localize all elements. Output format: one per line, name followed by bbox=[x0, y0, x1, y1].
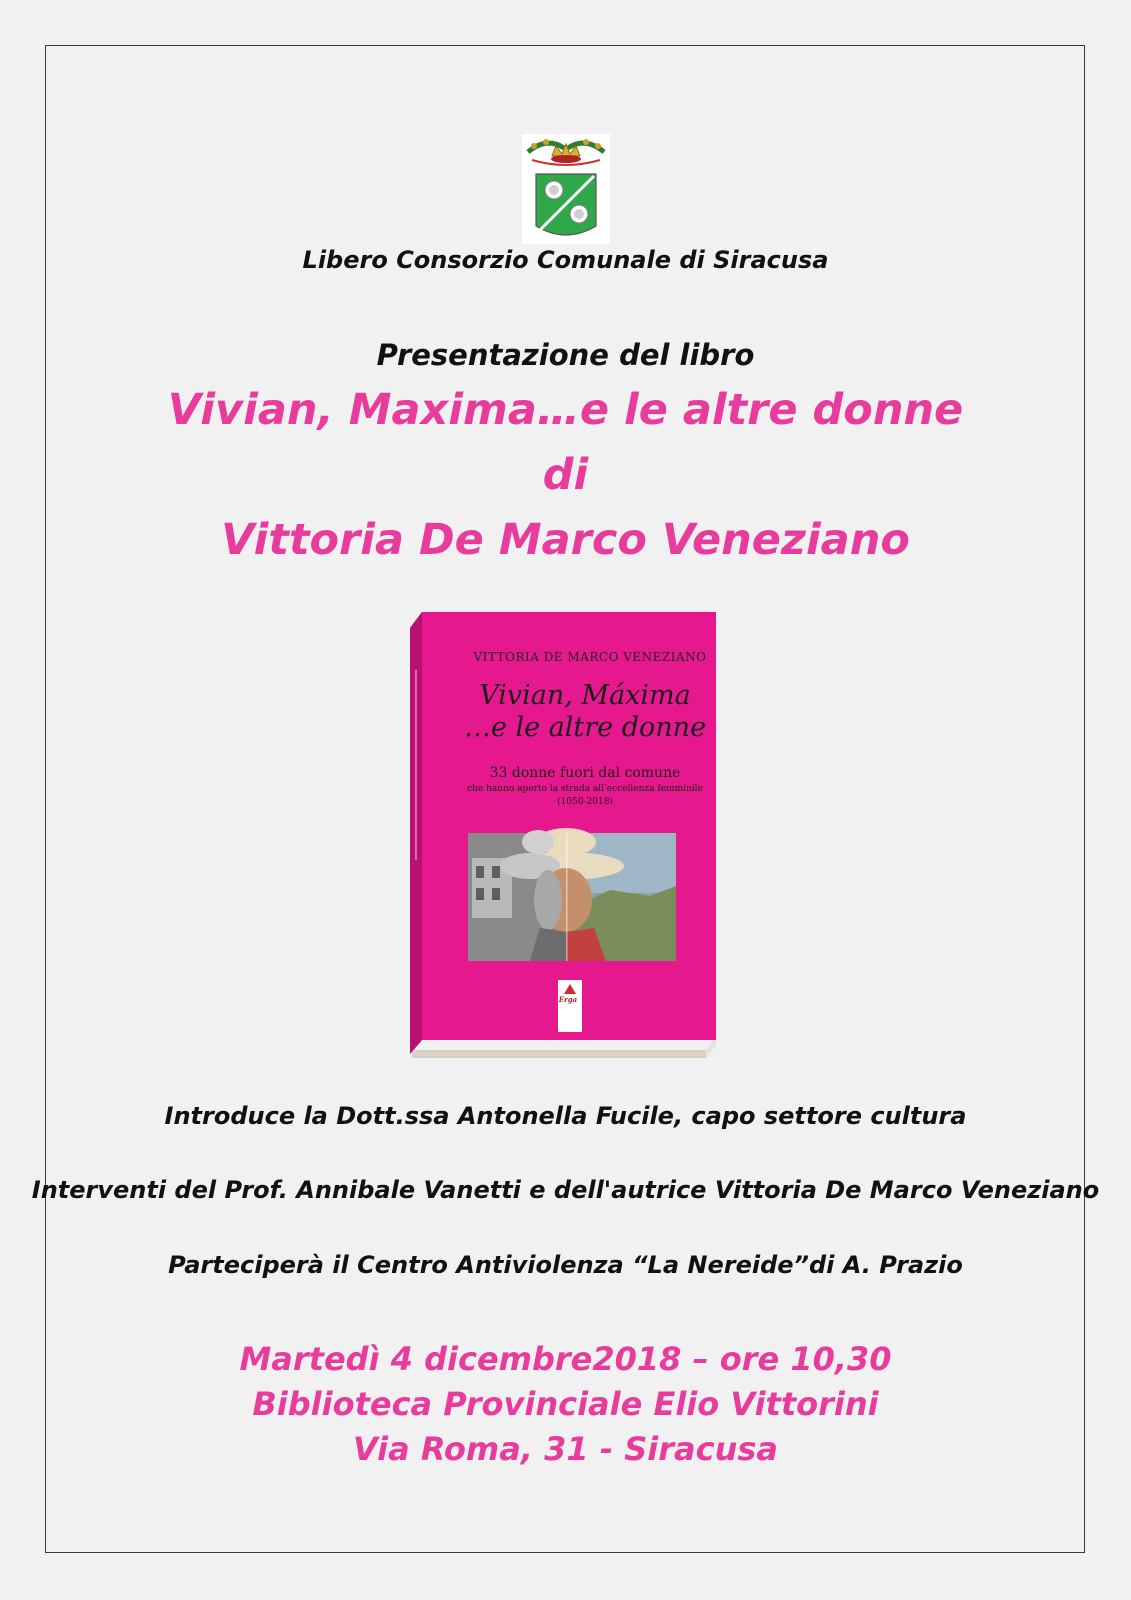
cover-title-line2: …e le altre donne bbox=[463, 712, 707, 743]
author-name: Vittoria De Marco Veneziano bbox=[221, 515, 910, 565]
cover-publisher: Erga bbox=[558, 995, 578, 1004]
participation-line: Parteciperà il Centro Antiviolenza “La Nereide”di A. Prazio bbox=[168, 1251, 963, 1279]
book-cover-image bbox=[410, 610, 718, 1060]
event-venue: Biblioteca Provinciale Elio Vittorini bbox=[252, 1385, 879, 1423]
coat-of-arms-icon bbox=[522, 134, 610, 244]
speakers-line: Interventi del Prof. Annibale Vanetti e dell'autrice Vittoria De Marco Veneziano bbox=[31, 1176, 1100, 1204]
cover-years: (1050-2018) bbox=[557, 797, 613, 807]
presentation-label: Presentazione del libro bbox=[376, 338, 755, 372]
cover-author: VITTORIA DE MARCO VENEZIANO bbox=[473, 650, 707, 664]
intro-line: Introduce la Dott.ssa Antonella Fucile, capo settore cultura bbox=[164, 1102, 967, 1130]
event-address: Via Roma, 31 - Siracusa bbox=[352, 1430, 779, 1468]
cover-subtitle-line2: che hanno aperto la strada all’eccellenza femminile bbox=[467, 784, 703, 794]
organization-name: Libero Consorzio Comunale di Siracusa bbox=[302, 246, 829, 274]
event-date-time: Martedì 4 dicembre2018 – ore 10,30 bbox=[239, 1340, 892, 1378]
cover-title-line1: Vivian, Máxima bbox=[479, 680, 691, 711]
book-title: Vivian, Maxima…e le altre donne bbox=[167, 385, 964, 435]
by-label: di bbox=[542, 450, 589, 500]
cover-subtitle: 33 donne fuori dal comune bbox=[489, 765, 681, 781]
